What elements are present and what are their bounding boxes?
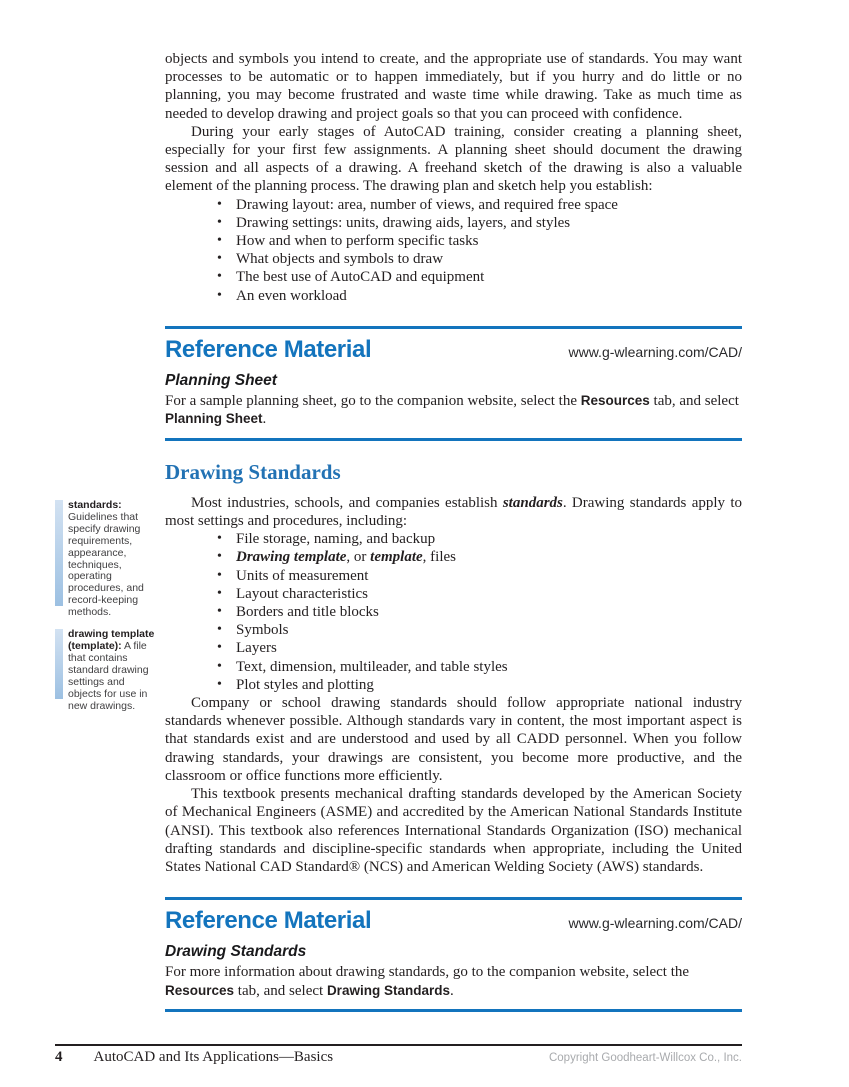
list-item — [217, 232, 742, 250]
list-item — [217, 268, 742, 286]
paragraph-text: Most industries, schools, and companies establish — [191, 494, 503, 511]
bullet-icon: • — [217, 549, 222, 565]
definition-term: standards: — [68, 499, 122, 511]
list-item-text: , or — [346, 549, 371, 566]
reference-body-text: For a sample planning sheet, go to the companion website, select the — [165, 392, 581, 409]
list-item-text: Layout characteristics — [236, 585, 369, 602]
reference-body-text: tab, and select — [234, 982, 327, 999]
term-template: template — [370, 549, 423, 566]
list-item — [217, 567, 742, 585]
resources-tab-label: Resources — [580, 392, 650, 408]
list-item — [217, 214, 742, 232]
bullet-icon: • — [217, 585, 222, 601]
page-footer — [55, 1044, 742, 1066]
list-item-text: Plot styles and plotting — [236, 676, 374, 693]
footer-left — [55, 1049, 333, 1066]
definition-accent-bar — [55, 629, 63, 699]
list-item — [217, 585, 742, 603]
margin-definitions — [55, 500, 159, 722]
list-item-text: Borders and title blocks — [236, 604, 379, 621]
definition-drawing-template — [55, 629, 159, 712]
resources-tab-label: Resources — [165, 982, 235, 998]
paragraph: During your early stages of AutoCAD training, consider creating a planning sheet, especially for your first few assignments. A planning sheet should document the drawing session and all aspects of a drawing. A freehand sketch of the drawing is also a valuable element of the planning process. The drawing plan and sketch help you establish: — [165, 123, 742, 195]
list-item-text: The best use of AutoCAD and equipment — [236, 269, 485, 286]
list-item — [217, 639, 742, 657]
companion-website-url: www.g-wlearning.com/CAD/ — [568, 343, 742, 360]
main-text-column — [165, 50, 742, 1012]
reference-material-heading: Reference Material — [165, 907, 372, 935]
reference-material-box-planning-sheet — [165, 326, 742, 441]
list-item-text: How and when to perform specific tasks — [236, 233, 479, 250]
reference-subheading: Drawing Standards — [165, 943, 307, 961]
bullet-icon: • — [217, 214, 222, 230]
definition-body: A file that contains standard drawing settings and objects for use in new drawings. — [68, 639, 149, 712]
list-item-text: An even workload — [236, 287, 347, 304]
list-item-text: Drawing layout: area, number of views, and required free space — [236, 196, 618, 213]
paragraph: This textbook presents mechanical drafting standards developed by the American Society of Mechanical Engineers (ASME) and accredited by the American National Standards Institute (ANSI). This textbook also references International Standards Organization (ISO) mechanical drafting standards and discipline-specific standards when appropriate, including the United States National CAD Standard® (NCS) and American Welding Society (AWS) standards. — [165, 786, 742, 875]
page-number: 4 — [55, 1049, 63, 1065]
bullet-icon: • — [217, 567, 222, 583]
standards-bullet-list — [165, 530, 742, 694]
list-item-text: , files — [422, 549, 456, 566]
list-item — [217, 676, 742, 694]
list-item — [217, 548, 742, 566]
list-item — [217, 621, 742, 639]
list-item — [217, 658, 742, 676]
bullet-icon: • — [217, 196, 222, 212]
planning-sheet-link-label: Planning Sheet — [165, 411, 263, 427]
reference-body-text: For more information about drawing standards, go to the companion website, select the — [165, 964, 690, 981]
paragraph: objects and symbols you intend to create, and the appropriate use of standards. You may want processes to be automatic or to happen immediately, but if you hurry and do little or no planning, you may become frustrated and waste time while drawing. Take as much time as needed to develop drawing and project goals so that you can proceed with confidence. — [165, 51, 742, 122]
paragraph: Company or school drawing standards should follow appropriate national industry standards whenever possible. Although standards vary in content, the most important aspect is that standards exist and are understood and used by all CADD personnel. When you follow drawing standards, your drawings are consistent, you become more productive, and the classroom or office functions more efficiently. — [165, 695, 742, 784]
reference-header-row — [165, 336, 742, 364]
list-item — [217, 603, 742, 621]
drawing-standards-link-label: Drawing Standards — [326, 982, 450, 998]
bullet-icon: • — [217, 233, 222, 249]
paragraph-text: . Drawing standards apply to most settings and procedures, including: — [165, 494, 742, 530]
list-item-text: Symbols — [236, 622, 289, 639]
bullet-icon: • — [217, 251, 222, 267]
term-drawing-template: Drawing template — [236, 549, 347, 566]
term-standards: standards — [502, 494, 563, 511]
definition-text — [68, 500, 159, 619]
definition-term: drawing template (template): — [68, 628, 155, 652]
list-item-text: Units of measurement — [236, 567, 369, 584]
bullet-icon: • — [217, 531, 222, 547]
bullet-icon: • — [217, 640, 222, 656]
reference-header-row — [165, 907, 742, 935]
companion-website-url: www.g-wlearning.com/CAD/ — [568, 915, 742, 932]
bullet-icon: • — [217, 604, 222, 620]
definition-standards — [55, 500, 159, 619]
reference-subheading: Planning Sheet — [165, 371, 277, 389]
definition-accent-bar — [55, 500, 63, 606]
reference-body-text: . — [449, 982, 454, 999]
list-item — [217, 196, 742, 214]
definition-text — [68, 629, 159, 712]
list-item-text: File storage, naming, and backup — [236, 531, 436, 548]
list-item-text: Layers — [236, 640, 277, 657]
list-item-text: Text, dimension, multileader, and table styles — [236, 658, 508, 675]
reference-material-box-drawing-standards — [165, 897, 742, 1012]
bullet-icon: • — [217, 287, 222, 303]
list-item — [217, 250, 742, 268]
reference-body-text: . — [262, 411, 267, 428]
bullet-icon: • — [217, 676, 222, 692]
section-heading-drawing-standards: Drawing Standards — [165, 459, 341, 484]
definition-body: Guidelines that specify drawing requirements, appearance, techniques, operating procedures, and record-keeping methods. — [68, 510, 144, 619]
list-item-text: What objects and symbols to draw — [236, 251, 444, 268]
reference-body — [165, 963, 742, 1000]
bullet-icon: • — [217, 269, 222, 285]
paragraph — [165, 494, 742, 530]
reference-body-text: tab, and select — [649, 392, 739, 409]
list-item-text: Drawing settings: units, drawing aids, layers, and styles — [236, 214, 571, 231]
reference-material-heading: Reference Material — [165, 335, 372, 363]
book-title: AutoCAD and Its Applications—Basics — [93, 1049, 334, 1065]
bullet-icon: • — [217, 658, 222, 674]
list-item — [217, 287, 742, 305]
bullet-icon: • — [217, 622, 222, 638]
planning-bullet-list — [165, 196, 742, 305]
copyright-notice: Copyright Goodheart-Willcox Co., Inc. — [548, 1052, 742, 1064]
reference-body — [165, 392, 742, 429]
list-item — [217, 530, 742, 548]
